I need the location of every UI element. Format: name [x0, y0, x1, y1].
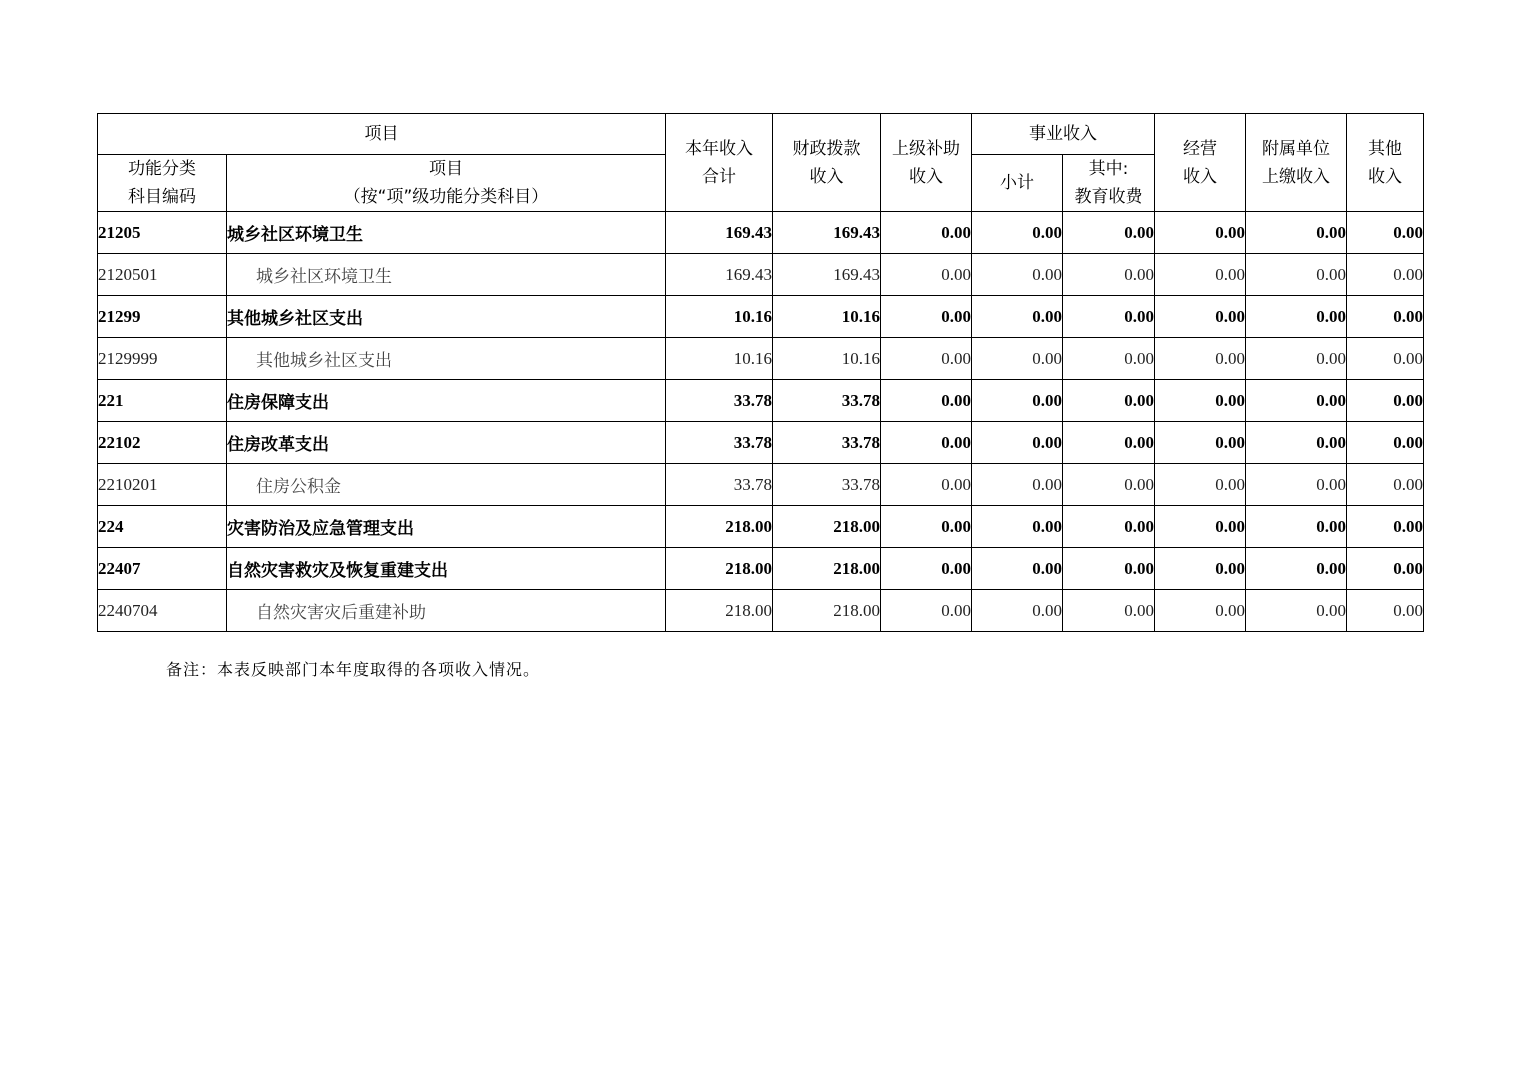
cell-upper: 0.00 [881, 254, 972, 296]
cell-other: 0.00 [1347, 422, 1424, 464]
cell-other: 0.00 [1347, 464, 1424, 506]
header-other: 其他 收入 [1347, 114, 1424, 212]
table-note: 备注：本表反映部门本年度取得的各项收入情况。 [166, 660, 541, 679]
cell-operating: 0.00 [1155, 590, 1246, 632]
cell-career-subtotal: 0.00 [972, 254, 1063, 296]
header-career-group: 事业收入 [972, 114, 1155, 155]
header-fiscal: 财政拨款 收入 [773, 114, 881, 212]
cell-career-subtotal: 0.00 [972, 548, 1063, 590]
header-upper-subsidy: 上级补助 收入 [881, 114, 972, 212]
cell-name: 自然灾害救灾及恢复重建支出 [227, 548, 666, 590]
cell-fiscal: 10.16 [773, 296, 881, 338]
header-career-subtotal: 小计 [972, 155, 1063, 212]
cell-affiliated: 0.00 [1246, 464, 1347, 506]
cell-code: 21299 [98, 296, 227, 338]
cell-career-edu: 0.00 [1063, 338, 1155, 380]
cell-name: 城乡社区环境卫生 [227, 212, 666, 254]
cell-affiliated: 0.00 [1246, 548, 1347, 590]
cell-code: 2240704 [98, 590, 227, 632]
cell-other: 0.00 [1347, 296, 1424, 338]
cell-career-edu: 0.00 [1063, 296, 1155, 338]
cell-operating: 0.00 [1155, 380, 1246, 422]
cell-name: 住房改革支出 [227, 422, 666, 464]
header-item: 项目 （按“项”级功能分类科目） [227, 155, 666, 212]
cell-name: 其他城乡社区支出 [227, 338, 666, 380]
cell-fiscal: 33.78 [773, 380, 881, 422]
header-operating: 经营 收入 [1155, 114, 1246, 212]
cell-operating: 0.00 [1155, 296, 1246, 338]
cell-name: 其他城乡社区支出 [227, 296, 666, 338]
cell-other: 0.00 [1347, 506, 1424, 548]
cell-operating: 0.00 [1155, 548, 1246, 590]
cell-affiliated: 0.00 [1246, 254, 1347, 296]
cell-affiliated: 0.00 [1246, 338, 1347, 380]
header-func-code: 功能分类 科目编码 [98, 155, 227, 212]
cell-career-edu: 0.00 [1063, 464, 1155, 506]
cell-code: 221 [98, 380, 227, 422]
cell-code: 224 [98, 506, 227, 548]
cell-affiliated: 0.00 [1246, 506, 1347, 548]
cell-career-edu: 0.00 [1063, 380, 1155, 422]
cell-other: 0.00 [1347, 338, 1424, 380]
cell-operating: 0.00 [1155, 338, 1246, 380]
cell-total: 218.00 [666, 548, 773, 590]
cell-operating: 0.00 [1155, 254, 1246, 296]
table-body [98, 212, 1424, 632]
cell-total: 33.78 [666, 380, 773, 422]
cell-fiscal: 169.43 [773, 254, 881, 296]
cell-career-edu: 0.00 [1063, 212, 1155, 254]
cell-total: 10.16 [666, 296, 773, 338]
header-affiliated: 附属单位 上缴收入 [1246, 114, 1347, 212]
cell-name: 灾害防治及应急管理支出 [227, 506, 666, 548]
cell-upper: 0.00 [881, 506, 972, 548]
cell-affiliated: 0.00 [1246, 590, 1347, 632]
cell-code: 21205 [98, 212, 227, 254]
table-row [98, 338, 1424, 380]
cell-code: 2120501 [98, 254, 227, 296]
table-row [98, 380, 1424, 422]
cell-upper: 0.00 [881, 380, 972, 422]
cell-code: 2210201 [98, 464, 227, 506]
cell-total: 33.78 [666, 422, 773, 464]
cell-total: 218.00 [666, 506, 773, 548]
cell-career-subtotal: 0.00 [972, 296, 1063, 338]
table-row [98, 464, 1424, 506]
cell-career-subtotal: 0.00 [972, 464, 1063, 506]
cell-career-subtotal: 0.00 [972, 422, 1063, 464]
cell-operating: 0.00 [1155, 464, 1246, 506]
cell-total: 218.00 [666, 590, 773, 632]
cell-upper: 0.00 [881, 590, 972, 632]
cell-total: 33.78 [666, 464, 773, 506]
cell-career-edu: 0.00 [1063, 254, 1155, 296]
table-row [98, 590, 1424, 632]
cell-fiscal: 169.43 [773, 212, 881, 254]
cell-career-subtotal: 0.00 [972, 506, 1063, 548]
table-row [98, 506, 1424, 548]
cell-other: 0.00 [1347, 254, 1424, 296]
table-header [98, 114, 1424, 212]
table-row [98, 422, 1424, 464]
cell-fiscal: 33.78 [773, 422, 881, 464]
cell-operating: 0.00 [1155, 506, 1246, 548]
cell-fiscal: 218.00 [773, 590, 881, 632]
cell-operating: 0.00 [1155, 212, 1246, 254]
cell-affiliated: 0.00 [1246, 422, 1347, 464]
cell-other: 0.00 [1347, 548, 1424, 590]
cell-total: 10.16 [666, 338, 773, 380]
cell-operating: 0.00 [1155, 422, 1246, 464]
cell-other: 0.00 [1347, 380, 1424, 422]
cell-name: 自然灾害灾后重建补助 [227, 590, 666, 632]
cell-other: 0.00 [1347, 212, 1424, 254]
cell-upper: 0.00 [881, 338, 972, 380]
cell-total: 169.43 [666, 212, 773, 254]
cell-name: 城乡社区环境卫生 [227, 254, 666, 296]
cell-code: 22407 [98, 548, 227, 590]
cell-fiscal: 218.00 [773, 548, 881, 590]
cell-upper: 0.00 [881, 464, 972, 506]
cell-name: 住房保障支出 [227, 380, 666, 422]
cell-career-subtotal: 0.00 [972, 338, 1063, 380]
cell-career-edu: 0.00 [1063, 590, 1155, 632]
cell-affiliated: 0.00 [1246, 380, 1347, 422]
header-project-group: 项目 [98, 114, 666, 155]
header-career-edu: 其中: 教育收费 [1063, 155, 1155, 212]
cell-code: 22102 [98, 422, 227, 464]
cell-upper: 0.00 [881, 296, 972, 338]
cell-career-edu: 0.00 [1063, 506, 1155, 548]
cell-other: 0.00 [1347, 590, 1424, 632]
cell-fiscal: 10.16 [773, 338, 881, 380]
cell-affiliated: 0.00 [1246, 296, 1347, 338]
table-row [98, 548, 1424, 590]
header-total: 本年收入 合计 [666, 114, 773, 212]
income-table [97, 113, 1424, 632]
table-row [98, 212, 1424, 254]
cell-upper: 0.00 [881, 548, 972, 590]
cell-career-subtotal: 0.00 [972, 212, 1063, 254]
cell-career-subtotal: 0.00 [972, 590, 1063, 632]
cell-fiscal: 33.78 [773, 464, 881, 506]
table-row [98, 296, 1424, 338]
cell-upper: 0.00 [881, 212, 972, 254]
cell-affiliated: 0.00 [1246, 212, 1347, 254]
cell-fiscal: 218.00 [773, 506, 881, 548]
cell-career-edu: 0.00 [1063, 548, 1155, 590]
cell-code: 2129999 [98, 338, 227, 380]
cell-upper: 0.00 [881, 422, 972, 464]
table-row [98, 254, 1424, 296]
cell-name: 住房公积金 [227, 464, 666, 506]
cell-career-subtotal: 0.00 [972, 380, 1063, 422]
cell-total: 169.43 [666, 254, 773, 296]
cell-career-edu: 0.00 [1063, 422, 1155, 464]
